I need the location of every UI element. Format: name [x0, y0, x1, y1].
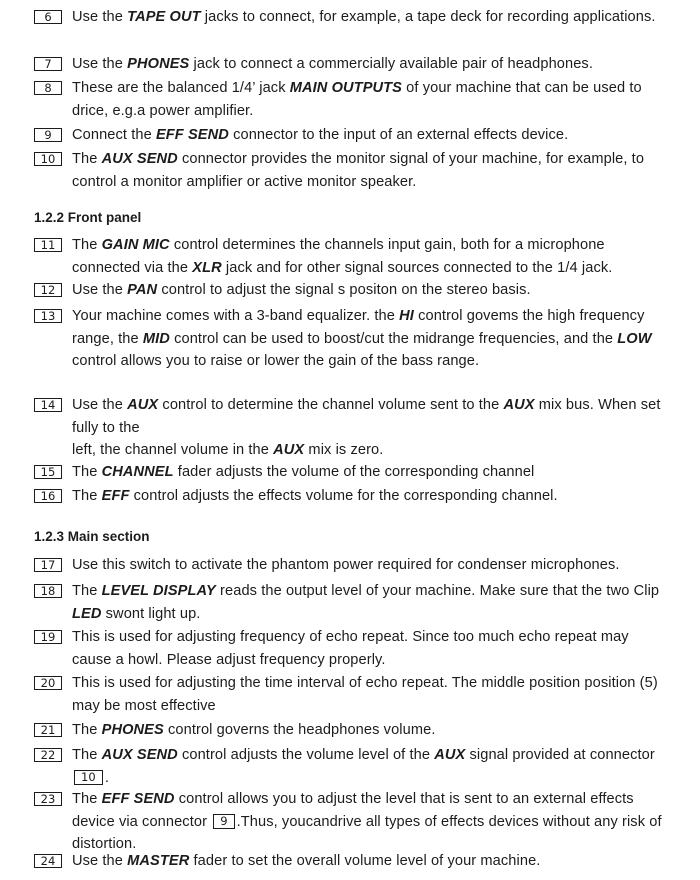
text-run: Use this switch to activate the phantom power required for condenser microphones. — [72, 557, 620, 573]
item-number: 21 — [34, 723, 62, 737]
item-number: 9 — [34, 128, 62, 142]
item-text — [72, 53, 672, 76]
text-run: control allows you to adjust the level that is sent to an external effects device via connector — [72, 791, 634, 830]
item-text — [72, 148, 672, 193]
text-run: The — [72, 237, 102, 253]
item-text — [72, 461, 672, 484]
item-number: 20 — [34, 676, 62, 690]
control-term: AUX — [503, 397, 535, 413]
item-text — [72, 672, 672, 717]
text-run: connector provides the monitor signal of your machine, for example, to control a monitor amplifier or active monitor speaker. — [72, 151, 645, 190]
list-item — [34, 580, 672, 625]
item-number: 6 — [34, 10, 62, 24]
control-term: CHANNEL — [101, 464, 174, 480]
item-text — [72, 6, 672, 29]
list-item — [34, 672, 672, 717]
item-text — [72, 124, 672, 147]
text-run: left, the channel volume in the — [72, 442, 274, 458]
list-item — [34, 234, 672, 279]
text-run: Connect the — [72, 127, 156, 143]
text-run: jacks to connect, for example, a tape deck for recording applications. — [200, 9, 656, 25]
text-run: This is used for adjusting frequency of echo repeat. Since too much echo repeat may cause a howl. Please adjust frequency properly. — [72, 629, 629, 668]
text-run: of your machine that can be used to drice, e.g.a power amplifier. — [72, 80, 642, 119]
item-text — [72, 744, 672, 789]
control-term: LEVEL DISPLAY — [101, 583, 216, 599]
list-item — [34, 6, 672, 29]
text-run: control to adjust the signal s positon on the stereo basis. — [157, 282, 531, 298]
item-text — [72, 554, 672, 577]
text-run: connector to the input of an external effects device. — [228, 127, 569, 143]
control-term: LOW — [617, 330, 652, 347]
item-number: 15 — [34, 465, 62, 479]
control-term: AUX — [273, 442, 305, 458]
item-number: 23 — [34, 792, 62, 806]
text-run: The — [72, 464, 102, 480]
item-text — [72, 234, 672, 279]
text-run: mix bus. When set fully to the — [72, 397, 661, 436]
control-term: AUX SEND — [101, 747, 178, 763]
text-run: control determines the channels input gain, both for a microphone connected via the — [72, 237, 605, 276]
text-run: These are the balanced 1/4’ jack — [72, 80, 290, 96]
text-run: fader adjusts the volume of the corresponding channel — [173, 464, 535, 480]
item-number: 12 — [34, 283, 62, 297]
text-run: control can be used to boost/cut the midrange frequencies, and the — [169, 330, 618, 347]
item-number: 8 — [34, 81, 62, 95]
control-term: EFF — [101, 488, 130, 504]
list-item — [34, 53, 672, 76]
item-number: 11 — [34, 238, 62, 252]
text-run: Use the — [72, 9, 128, 25]
item-number: 13 — [34, 309, 62, 323]
text-run: reads the output level of your machine. Make sure that the two Clip — [215, 583, 660, 599]
text-run: Use the — [72, 282, 128, 298]
item-number: 22 — [34, 748, 62, 762]
control-term: EFF SEND — [101, 791, 175, 807]
text-run: Use the — [72, 397, 128, 413]
control-term: AUX — [434, 747, 466, 763]
text-run: control adjusts the volume level of the — [177, 747, 435, 763]
connector-reference: 9 — [213, 814, 234, 829]
list-item — [34, 554, 672, 577]
text-run: Use the — [72, 56, 128, 72]
list-item — [34, 279, 672, 302]
list-item — [34, 744, 672, 789]
control-term: TAPE OUT — [127, 9, 201, 25]
text-run: The — [72, 791, 102, 807]
item-number: 18 — [34, 584, 62, 598]
control-term: PHONES — [127, 56, 190, 72]
text-run: The — [72, 488, 102, 504]
list-item — [34, 850, 672, 873]
text-run: This is used for adjusting the time interval of echo repeat. The middle position position (5) may be most effective — [72, 675, 658, 714]
item-number: 24 — [34, 854, 62, 868]
control-term: AUX — [127, 397, 159, 413]
item-number: 16 — [34, 489, 62, 503]
section-heading-main-section: 1.2.3 Main section — [34, 529, 150, 544]
control-term: GAIN MIC — [101, 237, 170, 253]
item-number: 10 — [34, 152, 62, 166]
text-run: mix is zero. — [304, 442, 384, 458]
item-text — [72, 485, 672, 508]
control-term: MID — [142, 330, 170, 347]
control-term: PHONES — [101, 722, 164, 738]
text-run: control govems the high frequency range, the — [72, 308, 645, 347]
list-item — [34, 305, 672, 373]
list-item — [34, 719, 672, 742]
item-number: 19 — [34, 630, 62, 644]
item-text — [72, 77, 672, 122]
list-item — [34, 788, 672, 856]
text-run: Your machine comes with a 3-band equalizer. the — [72, 308, 400, 324]
control-term: LED — [72, 605, 102, 622]
item-number: 17 — [34, 558, 62, 572]
connector-reference: 10 — [74, 770, 103, 785]
list-item — [34, 626, 672, 671]
text-run: The — [72, 722, 102, 738]
list-item — [34, 124, 672, 147]
item-text — [72, 279, 672, 302]
control-term: PAN — [127, 282, 158, 298]
text-run: . — [104, 769, 109, 786]
item-number: 14 — [34, 398, 62, 412]
item-text — [72, 580, 672, 625]
item-text — [72, 394, 672, 462]
text-run: control governs the headphones volume. — [163, 722, 436, 738]
text-run: The — [72, 151, 102, 167]
list-item — [34, 77, 672, 122]
list-item — [34, 485, 672, 508]
text-run: control allows you to raise or lower the gain of the bass range. — [72, 353, 480, 369]
text-run: swont light up. — [101, 605, 201, 622]
control-term: XLR — [192, 259, 222, 276]
item-number: 7 — [34, 57, 62, 71]
text-run: control adjusts the effects volume for the corresponding channel. — [129, 488, 558, 504]
section-heading-front-panel: 1.2.2 Front panel — [34, 210, 142, 225]
text-run: The — [72, 747, 102, 763]
text-run: Use the — [72, 853, 128, 869]
item-text — [72, 305, 672, 373]
item-text — [72, 850, 672, 873]
list-item — [34, 394, 672, 462]
list-item — [34, 461, 672, 484]
text-run: jack to connect a commercially available pair of headphones. — [189, 56, 593, 72]
text-run: The — [72, 583, 102, 599]
control-term: AUX SEND — [101, 151, 178, 167]
item-text — [72, 626, 672, 671]
control-term: EFF SEND — [155, 127, 229, 143]
text-run: signal provided at connector — [465, 747, 655, 763]
item-text — [72, 788, 672, 856]
control-term: MAIN OUTPUTS — [289, 80, 403, 96]
text-run: .Thus, youcandrive all types of effects devices without any risk of distortion. — [72, 813, 662, 852]
control-term: HI — [399, 308, 414, 324]
text-run: control to determine the channel volume sent to the — [158, 397, 504, 413]
list-item — [34, 148, 672, 193]
text-run: jack and for other signal sources connected to the 1/4 jack. — [221, 259, 613, 276]
text-run: fader to set the overall volume level of your machine. — [189, 853, 541, 869]
item-text — [72, 719, 672, 742]
control-term: MASTER — [127, 853, 190, 869]
